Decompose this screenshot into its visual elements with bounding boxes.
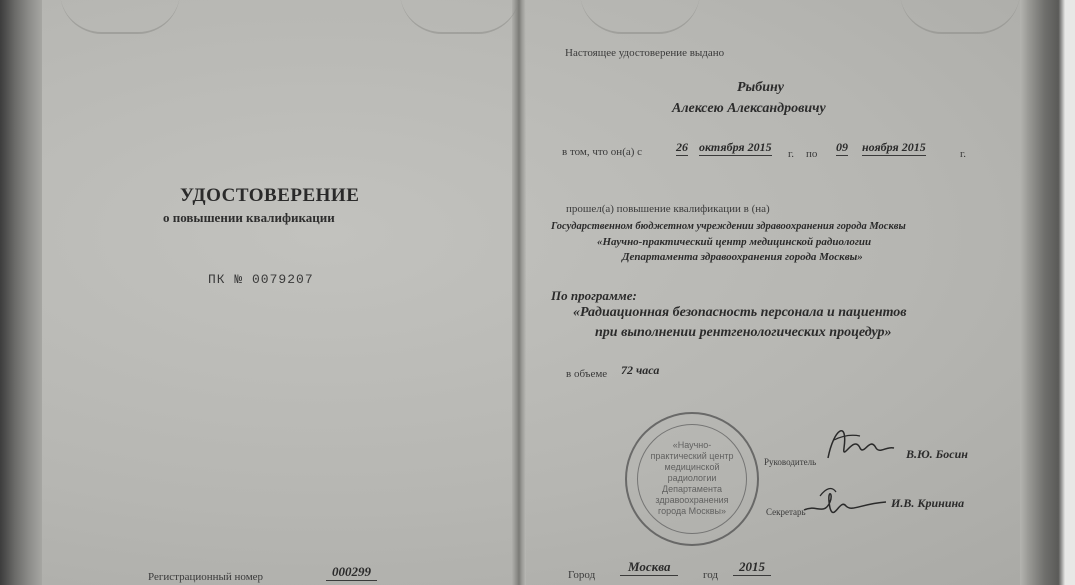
ornament-top-center-right (580, 0, 700, 34)
secretary-name: И.В. Кринина (891, 496, 965, 510)
city-value: Москва (620, 559, 678, 576)
head-signature (820, 418, 900, 468)
program-line-1: «Радиационная безопасность персонала и пациентов (573, 305, 907, 320)
passed-label: прошел(а) повышение квалификации в (на) (566, 203, 770, 215)
year-suffix-2: г. (960, 148, 967, 160)
institution-line-2: «Научно-практический центр медицинской радиологии (597, 236, 872, 248)
secretary-label: Секретарь (766, 507, 806, 517)
end-day: 09 (836, 140, 848, 154)
year-value: 2015 (733, 559, 771, 576)
volume-label: в объеме (566, 368, 608, 380)
certificate-serial: ПК № 0079207 (208, 272, 314, 287)
stamp-text: «Научно-практический центр медицинской радиологии Департамента здравоохранения города Москвы» (650, 440, 734, 516)
center-fold (512, 0, 526, 585)
recipient-surname: Рыбину (737, 80, 785, 95)
registration-label: Регистрационный номер (148, 571, 264, 583)
period-prefix: в том, что он(а) с (562, 146, 643, 158)
certificate-subtitle: о повышении квалификации (163, 210, 335, 225)
head-label: Руководитель (764, 457, 817, 467)
head-name: В.Ю. Босин (906, 447, 968, 461)
right-binding-edge (1020, 0, 1075, 585)
year-suffix-1: г. (788, 148, 795, 160)
program-line-2: при выполнении рентгенологических процедур» (595, 325, 892, 340)
end-month-year: ноября 2015 (862, 140, 926, 154)
issued-label: Настоящее удостоверение выдано (565, 47, 725, 59)
year-label: год (703, 569, 719, 581)
recipient-name: Алексею Александровичу (672, 101, 826, 116)
left-binding-edge (0, 0, 42, 585)
official-stamp (625, 412, 759, 546)
certificate-title: УДОСТОВЕРЕНИЕ (180, 185, 360, 206)
start-month-year: октября 2015 (699, 140, 772, 154)
to-label: по (806, 148, 818, 160)
ornament-top-left (60, 0, 180, 34)
institution-line-3: Департамента здравоохранения города Москвы» (622, 251, 863, 263)
ornament-top-center-left (400, 0, 520, 34)
volume-value: 72 часа (621, 363, 660, 377)
institution-line-1: Государственном бюджетном учреждении здравоохранения города Москвы (551, 221, 906, 232)
city-label: Город (568, 569, 596, 581)
secretary-signature (800, 478, 890, 528)
start-day: 26 (676, 140, 688, 154)
registration-number: 000299 (326, 564, 377, 581)
ornament-top-right (900, 0, 1020, 34)
program-label: По программе: (551, 288, 637, 303)
